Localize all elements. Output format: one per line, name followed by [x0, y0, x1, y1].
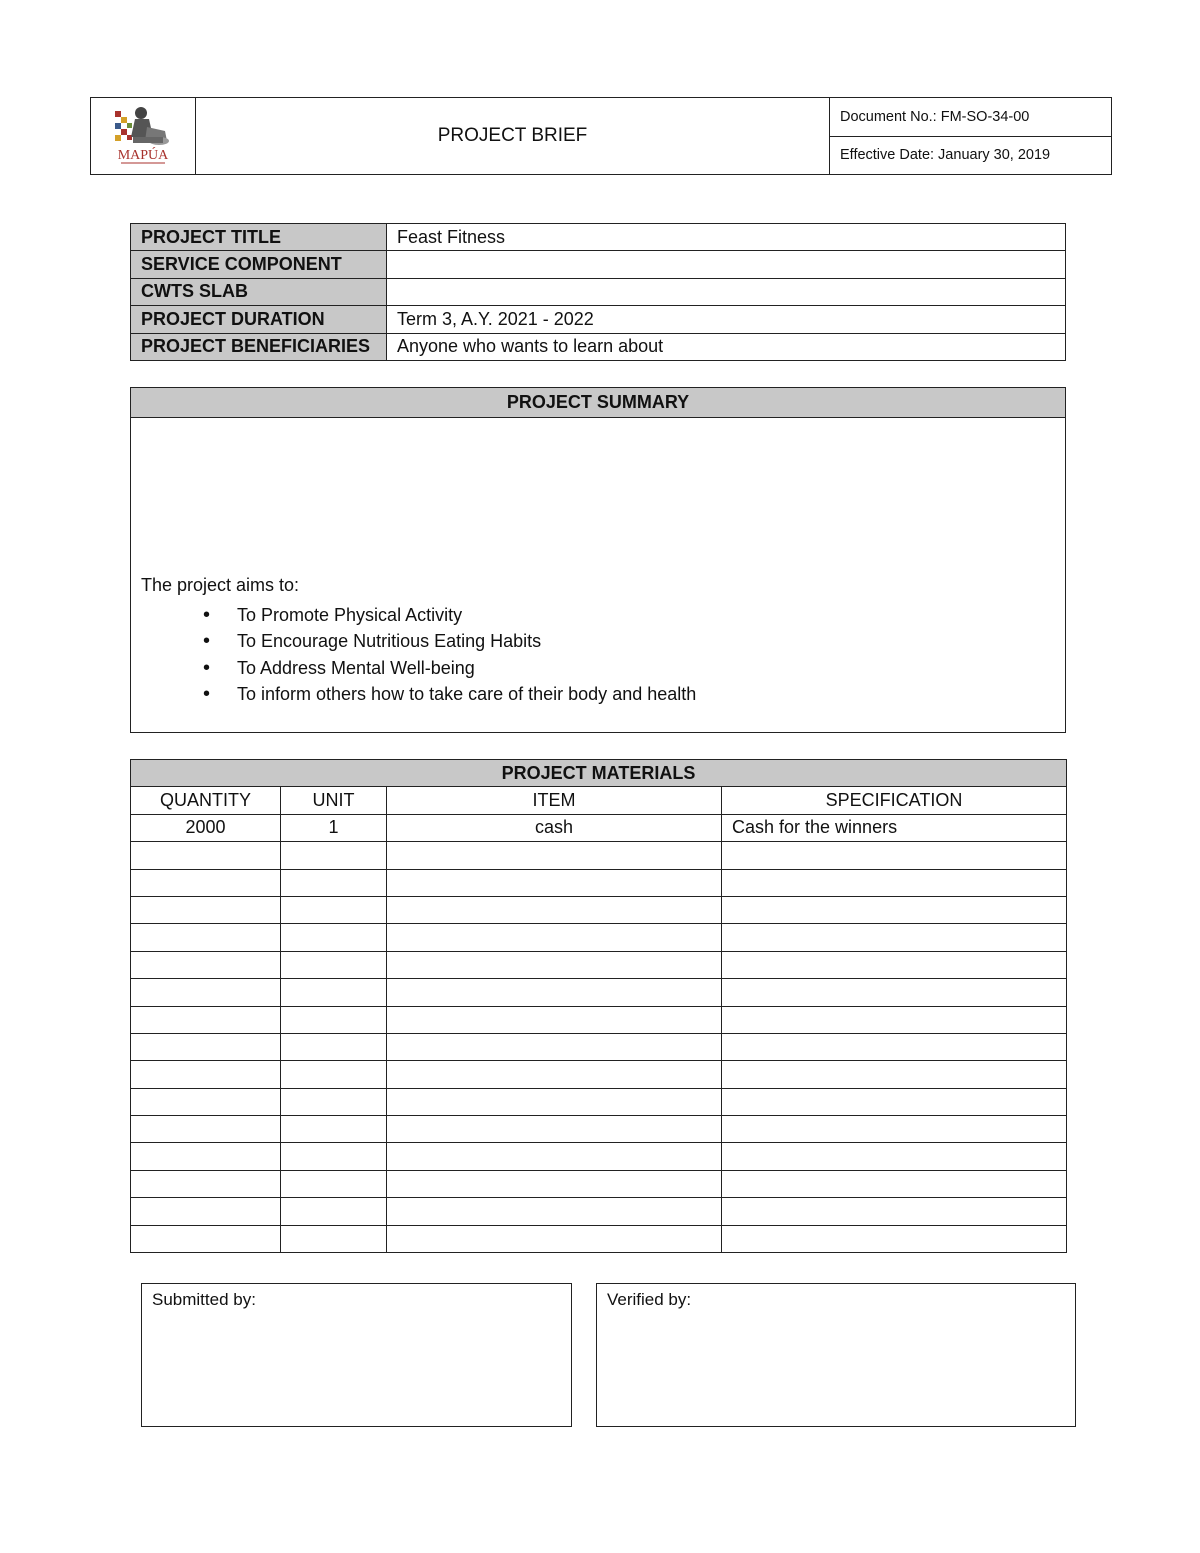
empty-table-row	[131, 1061, 1067, 1088]
empty-cell[interactable]	[131, 842, 281, 869]
empty-cell[interactable]	[387, 1061, 722, 1088]
empty-cell[interactable]	[281, 1225, 387, 1252]
project-summary-heading: PROJECT SUMMARY	[131, 388, 1065, 418]
materials-header-row	[131, 787, 1067, 814]
empty-cell[interactable]	[131, 1198, 281, 1225]
empty-cell[interactable]	[722, 979, 1067, 1006]
empty-cell[interactable]	[281, 951, 387, 978]
cwts-slab-label: CWTS SLAB	[131, 278, 387, 305]
empty-cell[interactable]	[722, 1116, 1067, 1143]
row-project-title	[131, 224, 1066, 251]
row-project-beneficiaries	[131, 333, 1066, 360]
row-service-component	[131, 251, 1066, 278]
empty-cell[interactable]	[281, 924, 387, 951]
project-summary-section	[130, 387, 1066, 733]
empty-cell[interactable]	[722, 951, 1067, 978]
empty-cell[interactable]	[281, 1116, 387, 1143]
item-cell[interactable]: cash	[387, 814, 722, 841]
empty-cell[interactable]	[387, 1116, 722, 1143]
empty-table-row	[131, 1143, 1067, 1170]
empty-cell[interactable]	[722, 1225, 1067, 1252]
empty-table-row	[131, 896, 1067, 923]
empty-cell[interactable]	[722, 1061, 1067, 1088]
project-beneficiaries-label: PROJECT BENEFICIARIES	[131, 333, 387, 360]
empty-table-row	[131, 1198, 1067, 1225]
empty-table-row	[131, 1006, 1067, 1033]
empty-table-row	[131, 869, 1067, 896]
empty-cell[interactable]	[131, 924, 281, 951]
svg-text:MAPÚA: MAPÚA	[117, 147, 169, 163]
column-header-specification: SPECIFICATION	[722, 787, 1067, 814]
empty-cell[interactable]	[131, 1143, 281, 1170]
empty-cell[interactable]	[281, 842, 387, 869]
empty-table-row	[131, 1170, 1067, 1197]
empty-cell[interactable]	[131, 1061, 281, 1088]
empty-cell[interactable]	[131, 1006, 281, 1033]
empty-cell[interactable]	[387, 1088, 722, 1115]
empty-cell[interactable]	[281, 1006, 387, 1033]
document-header	[90, 97, 1112, 175]
project-materials-heading: PROJECT MATERIALS	[131, 760, 1067, 787]
table-row	[131, 814, 1067, 841]
empty-cell[interactable]	[281, 979, 387, 1006]
submitted-by-label: Submitted by:	[152, 1290, 256, 1309]
empty-cell[interactable]	[387, 1225, 722, 1252]
empty-cell[interactable]	[131, 1033, 281, 1060]
empty-cell[interactable]	[387, 1198, 722, 1225]
aims-title: The project aims to:	[141, 575, 300, 595]
column-header-unit: UNIT	[281, 787, 387, 814]
empty-cell[interactable]	[722, 1006, 1067, 1033]
empty-table-row	[131, 1116, 1067, 1143]
row-cwts-slab	[131, 278, 1066, 305]
empty-cell[interactable]	[281, 1198, 387, 1225]
column-header-item: ITEM	[387, 787, 722, 814]
empty-cell[interactable]	[281, 869, 387, 896]
logo-cell	[91, 98, 196, 175]
empty-cell[interactable]	[722, 1198, 1067, 1225]
aim-item: • To Encourage Nutritious Eating Habits	[237, 628, 696, 654]
empty-table-row	[131, 979, 1067, 1006]
empty-cell[interactable]	[722, 896, 1067, 923]
empty-cell[interactable]	[131, 1116, 281, 1143]
empty-table-row	[131, 924, 1067, 951]
empty-cell[interactable]	[281, 1033, 387, 1060]
aim-item: • To Promote Physical Activity	[237, 602, 696, 628]
empty-rows	[131, 842, 1067, 1253]
empty-cell[interactable]	[281, 1170, 387, 1197]
empty-cell[interactable]	[131, 869, 281, 896]
specification-cell[interactable]: Cash for the winners	[722, 814, 1067, 841]
verified-by-box[interactable]	[596, 1283, 1076, 1427]
empty-table-row	[131, 951, 1067, 978]
submitted-by-box[interactable]	[141, 1283, 572, 1427]
unit-cell[interactable]: 1	[281, 814, 387, 841]
empty-cell[interactable]	[387, 842, 722, 869]
empty-cell[interactable]	[387, 1143, 722, 1170]
cwts-slab-value[interactable]	[387, 278, 1066, 305]
empty-cell[interactable]	[722, 1143, 1067, 1170]
empty-cell[interactable]	[131, 896, 281, 923]
empty-cell[interactable]	[387, 869, 722, 896]
document-number: Document No.: FM-SO-34-00	[830, 98, 1112, 137]
empty-cell[interactable]	[281, 1143, 387, 1170]
empty-cell[interactable]	[387, 924, 722, 951]
verified-by-label: Verified by:	[607, 1290, 692, 1309]
empty-cell[interactable]	[722, 1033, 1067, 1060]
empty-table-row	[131, 842, 1067, 869]
empty-cell[interactable]	[722, 869, 1067, 896]
project-title-label: PROJECT TITLE	[131, 224, 387, 251]
empty-cell[interactable]	[131, 1170, 281, 1197]
service-component-value[interactable]	[387, 251, 1066, 278]
empty-cell[interactable]	[281, 1061, 387, 1088]
empty-table-row	[131, 1088, 1067, 1115]
project-beneficiaries-value[interactable]: Anyone who wants to learn about	[387, 333, 1066, 360]
empty-cell[interactable]	[281, 896, 387, 923]
project-duration-label: PROJECT DURATION	[131, 306, 387, 333]
quantity-cell[interactable]: 2000	[131, 814, 281, 841]
project-duration-value[interactable]: Term 3, A.Y. 2021 - 2022	[387, 306, 1066, 333]
effective-date: Effective Date: January 30, 2019	[830, 136, 1112, 175]
empty-cell[interactable]	[131, 951, 281, 978]
row-project-duration	[131, 306, 1066, 333]
empty-cell[interactable]	[387, 951, 722, 978]
empty-cell[interactable]	[131, 1088, 281, 1115]
empty-cell[interactable]	[387, 1033, 722, 1060]
project-info-table	[130, 223, 1066, 361]
empty-cell[interactable]	[131, 1225, 281, 1252]
service-component-label: SERVICE COMPONENT	[131, 251, 387, 278]
aims-list	[201, 602, 696, 708]
empty-cell[interactable]	[387, 1006, 722, 1033]
project-materials-table	[130, 759, 1067, 1253]
column-header-quantity: QUANTITY	[131, 787, 281, 814]
document-title: PROJECT BRIEF	[196, 98, 830, 175]
empty-cell[interactable]	[387, 979, 722, 1006]
empty-table-row	[131, 1225, 1067, 1252]
empty-cell[interactable]	[722, 1170, 1067, 1197]
aim-item: • To Address Mental Well-being	[237, 655, 696, 681]
empty-cell[interactable]	[387, 1170, 722, 1197]
empty-table-row	[131, 1033, 1067, 1060]
empty-cell[interactable]	[722, 1088, 1067, 1115]
aim-item: • To inform others how to take care of their body and health	[237, 681, 696, 707]
project-title-value[interactable]: Feast Fitness	[387, 224, 1066, 251]
empty-cell[interactable]	[722, 924, 1067, 951]
empty-cell[interactable]	[722, 842, 1067, 869]
empty-cell[interactable]	[131, 979, 281, 1006]
empty-cell[interactable]	[387, 896, 722, 923]
mapua-logo-icon	[111, 101, 175, 167]
empty-cell[interactable]	[281, 1088, 387, 1115]
